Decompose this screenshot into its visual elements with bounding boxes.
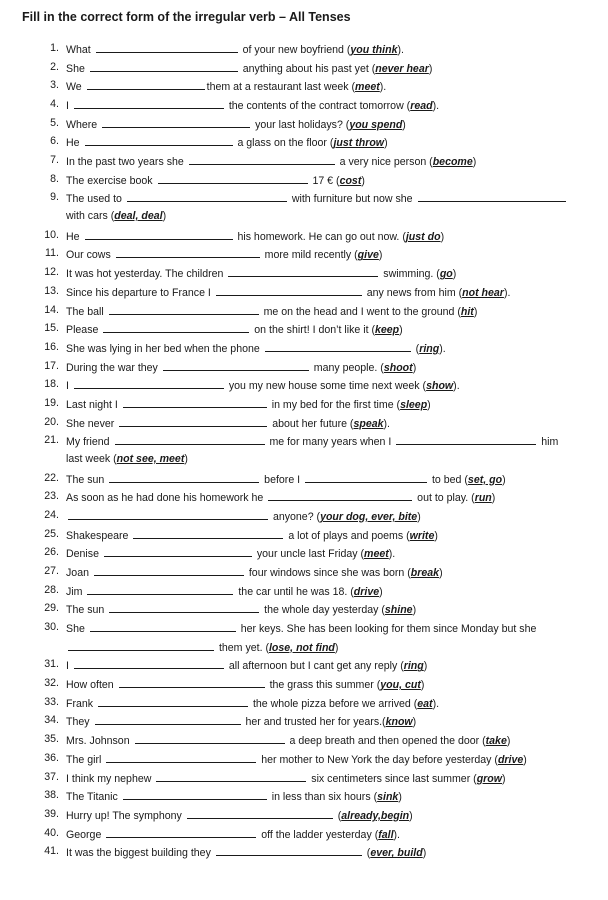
verb-hint: read (410, 100, 433, 113)
sentence-text: on the shirt! I don’t like it ( (251, 324, 375, 337)
sentence-text: Please (66, 324, 102, 337)
sentence-text: In the past two years she (66, 156, 187, 169)
answer-blank[interactable] (90, 621, 236, 632)
verb-hint: take (485, 735, 507, 748)
exercise-number: 32. (44, 677, 59, 690)
answer-blank[interactable] (305, 472, 427, 483)
sentence-text: ) (472, 156, 477, 169)
sentence-text: ) (184, 452, 188, 465)
exercise-number: 10. (44, 228, 59, 241)
exercise-line (44, 602, 417, 617)
sentence-text: ) (402, 118, 406, 131)
exercise-line (44, 228, 445, 244)
exercise-number: 35. (44, 733, 59, 746)
sentence-text: ) (384, 137, 388, 150)
exercise-number: 37. (44, 770, 59, 783)
exercise-line (44, 378, 460, 393)
sentence-text: ). (432, 697, 440, 710)
exercise-number: 8. (50, 172, 59, 185)
answer-blank[interactable] (87, 584, 233, 595)
sentence-text: As soon as he had done his homework he (66, 492, 267, 505)
sentence-text: ) (422, 847, 427, 860)
exercise-line (44, 770, 506, 786)
sentence-text: The Titanic (66, 791, 121, 804)
sentence-text: ) (378, 249, 383, 262)
sentence-text: me on the head and I went to the ground ( (260, 305, 461, 318)
exercise-line (44, 471, 506, 487)
sentence-text: ) (379, 585, 383, 598)
exercise-number: 29. (44, 602, 59, 615)
sentence-text: The sun (66, 473, 108, 486)
sentence-text: How often (66, 679, 117, 692)
sentence-text: I think my nephew (66, 772, 155, 785)
exercise-number: 21. (44, 434, 59, 447)
sentence-text: ). (432, 100, 440, 113)
exercise-line (66, 453, 188, 466)
sentence-text: He (66, 230, 83, 243)
verb-hint: meet (364, 548, 389, 561)
sentence-text: a deep breath and then opened the door ( (286, 735, 486, 748)
sentence-text: in less than six hours ( (268, 791, 378, 804)
exercise-line (50, 98, 440, 113)
exercise-line (50, 191, 568, 206)
answer-blank[interactable] (135, 733, 285, 744)
sentence-text: ( (412, 342, 420, 355)
sentence-text: ) (502, 772, 506, 785)
sentence-text: ) (523, 753, 527, 766)
sentence-text: Since his departure to France I (66, 286, 214, 299)
sentence-text: Mrs. Johnson (66, 735, 133, 748)
worksheet-title: Fill in the correct form of the irregular verb – All Tenses (22, 10, 351, 24)
exercise-number: 17. (44, 359, 59, 372)
exercise-number: 33. (44, 695, 59, 708)
sentence-text: Shakespeare (66, 529, 132, 542)
exercise-line (44, 658, 428, 673)
verb-hint: shine (384, 604, 413, 617)
sentence-text: We (66, 81, 85, 94)
exercise-number: 5. (50, 116, 59, 129)
exercise-line (44, 733, 511, 748)
answer-blank[interactable] (87, 79, 205, 90)
exercise-line (44, 340, 446, 356)
sentence-text: ) (473, 305, 478, 318)
exercise-line (50, 60, 433, 76)
answer-blank[interactable] (74, 378, 224, 389)
exercise-number: 30. (44, 621, 59, 634)
exercise-line (44, 415, 390, 431)
sentence-text: a lot of plays and poems ( (285, 529, 410, 542)
exercise-number: 25. (44, 527, 59, 540)
sentence-text: 17 € ( (309, 174, 340, 187)
exercise-line (44, 695, 440, 711)
sentence-text: She never (66, 417, 118, 430)
answer-blank[interactable] (94, 565, 244, 576)
sentence-text: ). (393, 828, 401, 841)
sentence-text: ) (439, 567, 443, 580)
sentence-text: with cars ( (66, 210, 115, 223)
sentence-text: Hurry up! The symphony (66, 809, 185, 822)
verb-hint: sleep (400, 398, 428, 411)
verb-hint: not hear (462, 286, 504, 299)
exercise-number: 4. (50, 98, 59, 111)
verb-hint: grow (476, 772, 503, 785)
sentence-text: swimming. ( (380, 268, 440, 281)
verb-hint: ring (403, 660, 424, 673)
sentence-text: before I (261, 473, 304, 486)
sentence-text: I (66, 660, 72, 673)
exercise-line (66, 210, 166, 223)
sentence-text: ) (423, 660, 428, 673)
answer-blank[interactable] (102, 117, 250, 128)
exercise-line (44, 546, 396, 561)
answer-blank[interactable] (123, 397, 267, 408)
sentence-text: ) (502, 473, 506, 486)
exercise-line (44, 359, 417, 375)
answer-blank[interactable] (187, 808, 333, 819)
sentence-text: ). (397, 44, 404, 56)
sentence-text: of your new boyfriend ( (239, 44, 351, 56)
answer-blank[interactable] (163, 360, 309, 371)
answer-blank[interactable] (396, 434, 536, 445)
verb-hint: show (426, 380, 454, 393)
exercise-line (44, 677, 425, 692)
exercise-line (44, 826, 401, 842)
sentence-text: They (66, 716, 93, 729)
verb-hint: shoot (383, 361, 413, 374)
sentence-text: him (538, 436, 559, 449)
sentence-text: anything about his past yet ( (239, 62, 376, 75)
exercise-number: 31. (44, 658, 59, 671)
exercise-line (45, 247, 383, 262)
sentence-text: She (66, 623, 88, 636)
sentence-text: to bed ( (429, 473, 468, 486)
answer-blank[interactable] (127, 191, 287, 202)
sentence-text: a glass on the floor ( (234, 137, 334, 150)
answer-blank[interactable] (103, 322, 249, 333)
answer-blank[interactable] (133, 528, 283, 539)
sentence-text: out to play. ( (414, 492, 475, 505)
sentence-text: ( (363, 847, 371, 860)
sentence-text: ( (334, 809, 342, 822)
exercise-line (50, 135, 388, 150)
verb-hint: break (410, 567, 440, 580)
exercise-number: 16. (44, 340, 59, 353)
exercise-line (66, 640, 338, 655)
verb-hint: meet (355, 81, 380, 94)
sentence-text: last week ( (66, 452, 117, 465)
answer-blank[interactable] (90, 61, 238, 72)
exercise-line (50, 42, 404, 57)
exercise-line (44, 845, 427, 860)
exercise-number: 11. (45, 247, 59, 260)
exercise-line (50, 116, 406, 132)
answer-blank[interactable] (123, 789, 267, 800)
sentence-text: all afternoon but I cant get any reply ( (225, 660, 404, 673)
exercise-line (44, 490, 496, 505)
exercise-number: 6. (50, 135, 59, 148)
answer-blank[interactable] (68, 640, 214, 651)
verb-hint: drive (497, 753, 524, 766)
sentence-text: ) (420, 679, 425, 692)
exercise-number: 22. (44, 471, 59, 484)
answer-blank[interactable] (74, 98, 224, 109)
sentence-text: ) (162, 210, 167, 223)
exercise-line (44, 284, 511, 300)
exercise-line (44, 565, 443, 580)
sentence-text: you my new house some time next week ( (225, 380, 427, 393)
exercise-line (44, 266, 457, 281)
sentence-text: Joan (66, 567, 92, 580)
verb-hint: give (357, 249, 379, 262)
sentence-text: She (66, 62, 88, 75)
sentence-text: ) (427, 398, 431, 411)
exercise-line (50, 79, 387, 94)
exercise-line (44, 509, 421, 524)
verb-hint: never hear (375, 62, 429, 75)
verb-hint: just do (405, 230, 441, 243)
exercise-line (44, 322, 403, 337)
answer-blank[interactable] (74, 658, 224, 669)
verb-hint: set, go (467, 473, 503, 486)
sentence-text: Jim (66, 585, 86, 598)
sentence-text: My friend (66, 436, 113, 449)
answer-blank[interactable] (116, 247, 260, 258)
verb-hint: already,begin (341, 809, 410, 822)
answer-blank[interactable] (106, 752, 256, 763)
verb-hint: eat (417, 697, 433, 710)
answer-blank[interactable] (96, 42, 238, 53)
sentence-text: It was the biggest building they (66, 847, 214, 860)
sentence-text: The exercise book (66, 174, 156, 187)
verb-hint: not see, meet (116, 452, 185, 465)
exercise-line (50, 172, 365, 188)
sentence-text: I (66, 380, 72, 393)
answer-blank[interactable] (104, 546, 252, 557)
answer-blank[interactable] (109, 602, 259, 613)
sentence-text: ) (409, 809, 413, 822)
sentence-text: It was hot yesterday. The children (66, 268, 227, 281)
exercise-line (44, 583, 383, 599)
sentence-text: ) (399, 324, 403, 337)
answer-blank[interactable] (418, 191, 566, 202)
sentence-text: ). (383, 417, 390, 430)
sentence-text: them at a restaurant last week ( (206, 81, 356, 94)
verb-hint: know (385, 716, 413, 729)
verb-hint: your dog, ever, bite (320, 511, 418, 523)
verb-hint: ever, build (370, 847, 423, 860)
sentence-text: ) (440, 230, 445, 243)
sentence-text: off the ladder yesterday ( (258, 828, 379, 841)
sentence-text: ). (453, 380, 460, 393)
answer-blank[interactable] (68, 509, 268, 520)
exercise-number: 40. (44, 826, 59, 839)
sentence-text: ) (334, 641, 339, 654)
exercise-number: 9. (50, 191, 59, 204)
sentence-text: The used to (66, 193, 125, 206)
answer-blank[interactable] (265, 341, 411, 352)
exercise-number: 23. (44, 490, 59, 503)
verb-hint: keep (375, 324, 400, 337)
sentence-text: six centimeters since last summer ( (308, 772, 477, 785)
sentence-text: The girl (66, 753, 105, 766)
sentence-text: She was lying in her bed when the phone (66, 342, 263, 355)
exercise-number: 15. (44, 322, 59, 335)
exercise-number: 1. (50, 42, 59, 54)
sentence-text: the car until he was 18. ( (235, 585, 354, 598)
exercise-number: 24. (44, 509, 59, 521)
answer-blank[interactable] (106, 827, 256, 838)
verb-hint: you spend (349, 118, 403, 131)
exercise-number: 36. (44, 751, 59, 764)
exercise-number: 26. (44, 546, 59, 559)
sentence-text: Last night I (66, 398, 121, 411)
exercise-line (44, 303, 478, 319)
sentence-text: many people. ( (310, 361, 384, 374)
exercise-line (44, 789, 402, 804)
sentence-text: ) (412, 361, 417, 374)
sentence-text: During the war they (66, 361, 161, 374)
answer-blank[interactable] (95, 714, 241, 725)
exercise-number: 19. (44, 396, 59, 409)
sentence-text: What (66, 44, 94, 56)
exercise-line (44, 527, 438, 543)
exercise-number: 34. (44, 714, 59, 727)
exercise-number: 18. (44, 378, 59, 391)
verb-hint: cost (339, 174, 362, 187)
exercise-number: 14. (44, 303, 59, 316)
verb-hint: drive (353, 585, 380, 598)
sentence-text: ) (506, 735, 511, 748)
sentence-text: the whole day yesterday ( (261, 604, 385, 617)
sentence-text: them yet. ( (216, 641, 269, 654)
answer-blank[interactable] (189, 154, 335, 165)
answer-blank[interactable] (158, 173, 308, 184)
answer-blank[interactable] (109, 304, 259, 315)
exercise-line (44, 807, 413, 823)
sentence-text: The sun (66, 604, 108, 617)
answer-blank[interactable] (85, 135, 233, 146)
exercise-line (50, 154, 477, 169)
exercise-line (44, 714, 417, 729)
sentence-text: anyone? ( (270, 511, 321, 523)
sentence-text: any news from him ( (363, 286, 463, 299)
sentence-text: about her future ( (269, 417, 354, 430)
exercise-number: 39. (44, 807, 59, 820)
exercise-number: 7. (50, 154, 59, 167)
exercise-number: 20. (44, 415, 59, 428)
exercise-line (44, 396, 431, 412)
sentence-text: ). (439, 342, 446, 355)
exercise-number: 27. (44, 565, 59, 578)
sentence-text: the contents of the contract tomorrow ( (225, 100, 411, 113)
sentence-text: ). (503, 286, 511, 299)
sentence-text: ). (388, 548, 396, 561)
verb-hint: run (474, 492, 492, 505)
verb-hint: write (409, 529, 435, 542)
sentence-text: your uncle last Friday ( (253, 548, 365, 561)
answer-blank[interactable] (268, 490, 412, 501)
answer-blank[interactable] (119, 416, 267, 427)
answer-blank[interactable] (228, 266, 378, 277)
sentence-text: with furniture but now she (288, 193, 416, 206)
sentence-text: The ball (66, 305, 107, 318)
exercise-number: 13. (44, 284, 59, 297)
answer-blank[interactable] (119, 677, 265, 688)
sentence-text: the grass this summer ( (266, 679, 381, 692)
verb-hint: become (432, 156, 473, 169)
sentence-text: more mild recently ( (261, 249, 358, 262)
verb-hint: ring (419, 342, 440, 355)
sentence-text: ) (491, 492, 496, 505)
verb-hint: go (439, 268, 453, 281)
answer-blank[interactable] (98, 696, 248, 707)
verb-hint: hit (460, 305, 474, 318)
exercise-number: 2. (50, 60, 59, 73)
sentence-text: ) (361, 174, 365, 187)
sentence-text: ) (412, 716, 417, 729)
sentence-text: ) (412, 604, 417, 617)
exercise-line (44, 751, 527, 767)
exercise-number: 41. (44, 845, 59, 858)
sentence-text: ) (434, 529, 438, 542)
answer-blank[interactable] (109, 472, 259, 483)
sentence-text: me for many years when I (266, 436, 395, 449)
exercise-number: 38. (44, 789, 59, 802)
sentence-text: George (66, 828, 105, 841)
sentence-text: a very nice person ( (336, 156, 433, 169)
answer-blank[interactable] (216, 845, 362, 856)
verb-hint: lose, not find (268, 641, 335, 654)
verb-hint: you, cut (380, 679, 421, 692)
exercise-number: 12. (44, 266, 59, 279)
sentence-text: Where (66, 118, 101, 131)
sentence-text: his homework. He can go out now. ( (234, 230, 406, 243)
sentence-text: four windows since she was born ( (245, 567, 411, 580)
sentence-text: in my bed for the first time ( (268, 398, 401, 411)
sentence-text: ) (452, 268, 457, 281)
exercise-line (44, 621, 537, 636)
verb-hint: sink (377, 791, 399, 804)
sentence-text: I (66, 100, 72, 113)
verb-hint: speak (353, 417, 384, 430)
sentence-text: ) (398, 791, 402, 804)
sentence-text: Frank (66, 697, 97, 710)
sentence-text: Our cows (66, 249, 114, 262)
answer-blank[interactable] (156, 771, 306, 782)
verb-hint: fall (378, 828, 394, 841)
sentence-text: ) (417, 511, 421, 523)
answer-blank[interactable] (85, 229, 233, 240)
exercise-line (44, 434, 559, 449)
verb-hint: deal, deal (114, 210, 163, 223)
sentence-text: ). (379, 81, 387, 94)
verb-hint: just throw (333, 137, 385, 150)
verb-hint: you think (350, 44, 398, 56)
sentence-text: her and trusted her for years.( (242, 716, 386, 729)
answer-blank[interactable] (216, 285, 362, 296)
sentence-text: her keys. She has been looking for them since Monday but she (237, 623, 537, 636)
sentence-text: ) (428, 62, 433, 75)
exercise-number: 28. (44, 583, 59, 596)
answer-blank[interactable] (115, 434, 265, 445)
sentence-text: your last holidays? ( (252, 118, 350, 131)
sentence-text: He (66, 137, 83, 150)
sentence-text: Denise (66, 548, 102, 561)
sentence-text: the whole pizza before we arrived ( (250, 697, 418, 710)
sentence-text: her mother to New York the day before yesterday ( (258, 753, 498, 766)
exercise-number: 3. (50, 79, 59, 92)
